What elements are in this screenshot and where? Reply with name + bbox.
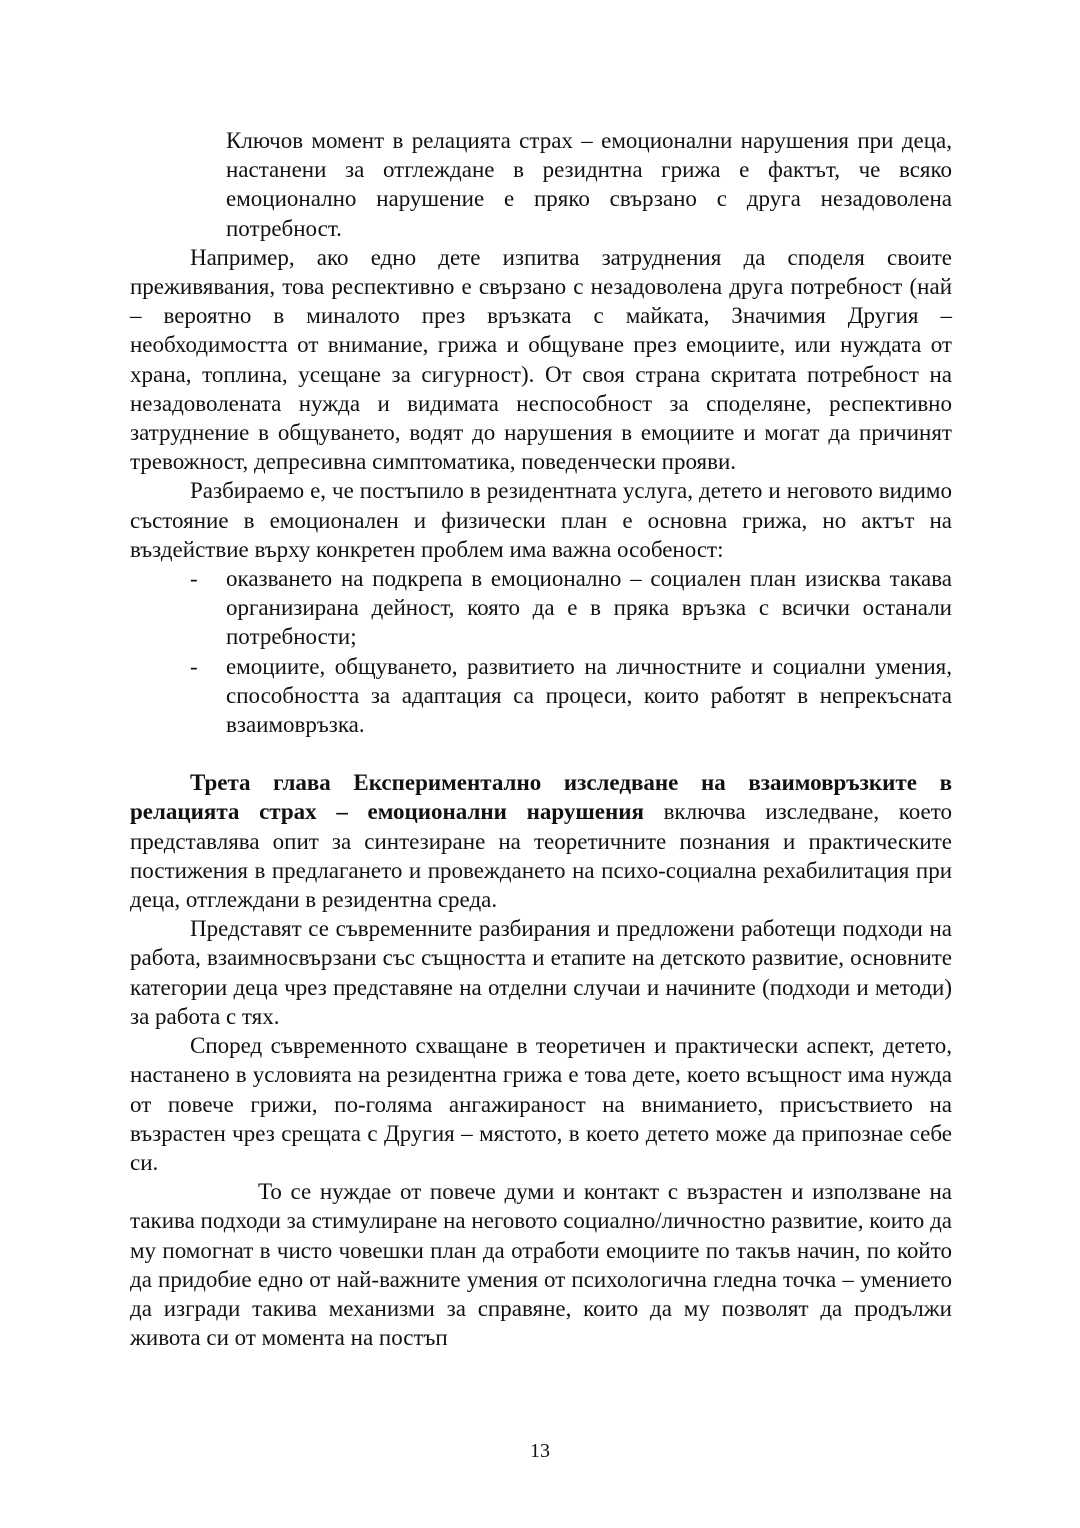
bullet-dash: - bbox=[190, 566, 198, 592]
paragraph-example: Например, ако едно дете изпитва затруднения да споделя своите преживявания, това респективно е свързано с незадоволена друга потребност (най – вероятно в миналото през връзката с майката, Значимия Другия – необходимостта от внимание, грижа и общуване през емоциите, или нуждата от храна, топлина, усещане за сигурност). От своя страна скритата потребност на незадоволената нужда и видимата неспособност за споделяне, респективно затруднение в общуването, водят до нарушения в емоциите и могат да причинят тревожност, депресивна симптоматика, поведенчески прояви. bbox=[130, 244, 952, 475]
list-item-text: оказването на подкрепа в емоционално – социален план изисква такава организирана дейност, която да е в пряка връзка с всички останали потребности; bbox=[226, 566, 952, 650]
section-spacer bbox=[130, 739, 952, 768]
bullet-dash: - bbox=[190, 653, 198, 679]
list-item bbox=[130, 652, 952, 740]
paragraph-key-moment: Ключов момент в релацията страх – емоционални нарушения при деца, настанени за отглеждане в резиднтна грижа е фактът, че всяко емоционално нарушение е пряко свързано с друга незадоволена потребност. bbox=[226, 128, 952, 241]
bullet-list bbox=[130, 564, 952, 739]
chapter-heading-inline: Трета глава Експериментално изследване на взаимовръзките в релацията страх – емоционални нарушения bbox=[130, 770, 952, 825]
paragraph-contemporary-view: Според съвременното схващане в теоретичен и практически аспект, детето, настанено в условията на резидентна грижа е това дете, което всъщност има нужда от повече грижи, по-голяма ангажираност на вниманието, присъствието на възрастен чрез срещата с Другия – мястото, в което детето може да припознае себе си. bbox=[130, 1033, 952, 1175]
page-number: 13 bbox=[530, 1440, 550, 1462]
list-item-text: емоциите, общуването, развитието на личностните и социални умения, способността за адаптация са процеси, които работят в непрекъсната взаимовръзка. bbox=[226, 653, 952, 738]
chapter-description: включва изследване, което представлява опит за синтезиране на теоретичните познания и практическите постижения в предлагането и провеждането на психо-социална рехабилитация при деца, отглеждани в резидентна среда. bbox=[130, 799, 952, 913]
paragraph-chapter-three bbox=[130, 768, 952, 914]
paragraph-understandable: Разбираемо е, че постъпило в резидентната услуга, детето и неговото видимо състояние в емоционален и физически план е основна грижа, но актът на въздействие върху конкретен проблем има важна особеност: bbox=[130, 478, 952, 562]
paragraph-needs-more-words: То се нуждае от повече думи и контакт с възрастен и използване на такива подходи за стимулиране на неговото социално/личностно развитие, които да му помогнат в чисто човешки план да отработи емоциите по такъв начин, по който да придобие едно от най-важните умения от психологична гледна точка – умението да изгради такива механизми за справяне, които да му позволят да продължи живота си от момента на постъп bbox=[130, 1179, 952, 1351]
document-page bbox=[130, 126, 952, 1352]
paragraph-approaches: Представят се съвременните разбирания и предложени работещи подходи на работа, взаимносвързани със същността и етапите на детското развитие, основните категории деца чрез представяне на отделни случаи и начините (подходи и методи) за работа с тях. bbox=[130, 916, 952, 1029]
list-item bbox=[130, 564, 952, 652]
